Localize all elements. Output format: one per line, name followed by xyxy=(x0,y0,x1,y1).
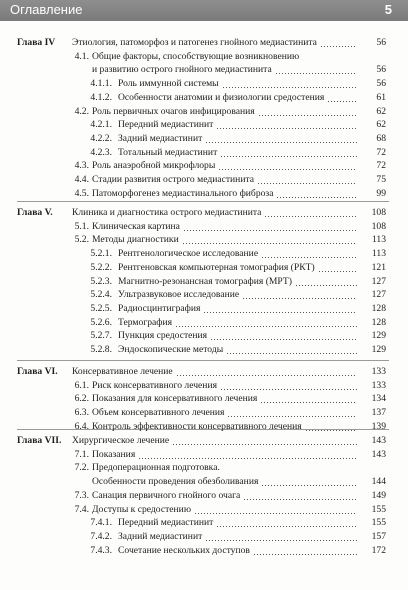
toc-entry[interactable] xyxy=(0,434,408,448)
toc-entry[interactable] xyxy=(0,530,408,544)
toc-entry[interactable] xyxy=(0,302,408,316)
entry-title: Роль первичных очагов инфицирования xyxy=(92,105,255,117)
header-page-number: 5 xyxy=(384,2,392,17)
leader-dots xyxy=(305,420,357,434)
entry-title: Задний медиастинит xyxy=(118,530,203,542)
page-number: 157 xyxy=(371,530,386,542)
chapter-label: Глава VI. xyxy=(17,366,58,377)
page-number: 133 xyxy=(371,366,386,377)
entry-number: 6.4. xyxy=(74,420,89,432)
entry-title: Общие факторы, способствующие возникновению xyxy=(92,50,300,62)
toc-entry[interactable] xyxy=(0,365,408,379)
leader-dots xyxy=(222,77,357,91)
toc-entry[interactable] xyxy=(0,118,408,132)
entry-title: Доступы к средостению xyxy=(92,503,191,515)
page-number: 172 xyxy=(371,544,386,556)
leader-dots xyxy=(210,329,357,343)
toc-entry[interactable] xyxy=(0,261,408,275)
leader-dots xyxy=(327,91,357,105)
leader-dots xyxy=(216,118,357,132)
page-number: 155 xyxy=(371,503,386,515)
entry-number: 4.2.2. xyxy=(90,132,112,144)
entry-title: Патоморфогенез медиастинального фиброза xyxy=(92,187,274,199)
entry-title: Клиника и диагностика острого медиастинита xyxy=(72,207,262,218)
entry-number: 7.1. xyxy=(74,448,89,460)
entry-title: Контроль эффективности консервативного лечения xyxy=(92,420,302,432)
toc-entry[interactable] xyxy=(0,233,408,247)
entry-title: Показания для консервативного лечения xyxy=(92,393,258,405)
page-number: 56 xyxy=(376,78,386,90)
chapter-divider xyxy=(17,360,389,361)
leader-dots xyxy=(318,261,357,275)
entry-number: 4.2.3. xyxy=(90,146,112,158)
page-number: 128 xyxy=(371,316,386,328)
leader-dots xyxy=(220,146,357,160)
toc-entry[interactable] xyxy=(0,406,408,420)
page-number: 99 xyxy=(376,187,386,199)
toc-entry[interactable] xyxy=(0,420,408,434)
toc-entry[interactable] xyxy=(0,544,408,558)
leader-dots xyxy=(253,544,357,558)
leader-dots xyxy=(175,316,357,330)
entry-title: Объем консервативного лечения xyxy=(92,407,225,419)
page-number: 121 xyxy=(371,261,386,273)
leader-dots xyxy=(242,288,357,302)
chapter-label: Глава VII. xyxy=(17,435,62,446)
toc-entry[interactable] xyxy=(0,173,408,187)
chapter-label: Глава IV xyxy=(17,37,56,48)
leader-dots xyxy=(275,63,357,77)
page-number: 129 xyxy=(371,330,386,342)
entry-number: 5.2.2. xyxy=(90,261,112,273)
page-number: 127 xyxy=(371,289,386,301)
leader-dots xyxy=(194,503,357,517)
toc-entry[interactable] xyxy=(0,220,408,234)
entry-number: 7.4.1. xyxy=(90,517,112,529)
leader-dots xyxy=(261,475,357,489)
entry-title: Термография xyxy=(118,316,173,328)
entry-title: Сочетание нескольких доступов xyxy=(118,544,250,556)
entry-number: 4.1.1. xyxy=(90,78,112,90)
entry-number: 5.2.7. xyxy=(90,330,112,342)
page-number: 108 xyxy=(371,220,386,232)
toc-entry[interactable] xyxy=(0,516,408,530)
entry-title: Клиническая картина xyxy=(92,220,180,232)
leader-dots xyxy=(227,406,357,420)
page-number: 144 xyxy=(371,476,386,488)
page-number: 155 xyxy=(371,517,386,529)
entry-title: Показания xyxy=(92,448,136,460)
entry-title: и развитию острого гнойного медиастинита xyxy=(92,64,272,76)
leader-dots xyxy=(205,530,357,544)
running-header xyxy=(0,0,408,21)
entry-title: Санация первичного гнойного очага xyxy=(92,489,241,501)
page-number: 129 xyxy=(371,344,386,355)
entry-number: 4.3. xyxy=(74,160,89,172)
entry-title: Особенности проведения обезболивания xyxy=(92,476,259,488)
page-number: 113 xyxy=(371,234,386,246)
leader-dots xyxy=(295,275,357,289)
toc-entry[interactable] xyxy=(0,63,408,77)
leader-dots xyxy=(183,220,357,234)
page-number: 113 xyxy=(371,248,386,260)
leader-dots xyxy=(264,206,357,220)
page-number: 127 xyxy=(371,275,386,287)
entry-title: Передний медиастинит xyxy=(118,517,214,529)
leader-dots xyxy=(182,233,357,247)
toc-entry[interactable] xyxy=(0,159,408,173)
entry-number: 6.2. xyxy=(74,393,89,405)
page-number: 128 xyxy=(371,302,386,314)
leader-dots xyxy=(203,302,357,316)
entry-title: Рентгеновская компьютерная томография (РКТ) xyxy=(118,261,315,273)
toc-entry[interactable] xyxy=(0,329,408,343)
leader-dots xyxy=(243,489,357,503)
toc-entry[interactable] xyxy=(0,288,408,302)
toc-entry[interactable] xyxy=(0,91,408,105)
leader-dots xyxy=(218,159,357,173)
entry-number: 4.5. xyxy=(74,187,89,199)
entry-number: 4.2. xyxy=(74,105,89,117)
page-number: 68 xyxy=(376,132,386,144)
page-number: 61 xyxy=(376,91,386,103)
page-number: 75 xyxy=(376,174,386,185)
entry-number: 4.1.2. xyxy=(90,91,112,103)
entry-number: 5.1. xyxy=(74,220,89,232)
page-number: 133 xyxy=(371,379,386,391)
entry-title: Методы диагностики xyxy=(92,234,179,246)
entry-title: Пункция средостения xyxy=(118,330,208,342)
toc-entry[interactable] xyxy=(0,316,408,330)
entry-number: 5.2.4. xyxy=(90,289,112,301)
toc-entry[interactable] xyxy=(0,132,408,146)
page-number: 134 xyxy=(371,393,386,405)
entry-number: 5.2. xyxy=(74,234,89,246)
leader-dots xyxy=(220,379,357,393)
entry-title: Магнитно-резонансная томография (МРТ) xyxy=(118,275,292,287)
toc-entry[interactable] xyxy=(0,77,408,91)
header-section-title: Оглавление xyxy=(10,2,83,17)
toc-entry[interactable] xyxy=(0,392,408,406)
chapter-divider xyxy=(17,201,389,202)
toc-entry[interactable] xyxy=(0,503,408,517)
toc-entry[interactable] xyxy=(0,187,408,201)
entry-title: Роль анаэробной микрофлоры xyxy=(92,160,216,172)
toc-entry[interactable] xyxy=(0,489,408,503)
leader-dots xyxy=(261,247,357,261)
entry-number: 7.4.2. xyxy=(90,530,112,542)
entry-title: Предоперационная подготовка. xyxy=(92,462,220,474)
toc-entry[interactable] xyxy=(0,206,408,220)
leader-dots xyxy=(216,516,357,530)
entry-number: 5.2.3. xyxy=(90,275,112,287)
toc-entry[interactable] xyxy=(0,50,408,64)
toc-entry[interactable] xyxy=(0,105,408,119)
entry-number: 7.4. xyxy=(74,503,89,515)
entry-number: 5.2.8. xyxy=(90,344,112,355)
entry-title: Стадии развития острого медиастинита xyxy=(92,174,255,185)
entry-title: Передний медиастинит xyxy=(118,119,214,131)
entry-number: 4.2.1. xyxy=(90,119,112,131)
page-number: 137 xyxy=(371,407,386,419)
entry-title: Консервативное лечение xyxy=(72,366,173,377)
entry-title: Ультразвуковое исследование xyxy=(118,289,240,301)
entry-number: 5.2.5. xyxy=(90,302,112,314)
entry-title: Роль иммунной системы xyxy=(118,78,219,90)
page-number: 143 xyxy=(371,448,386,460)
leader-dots xyxy=(205,132,357,146)
page-number: 108 xyxy=(371,207,386,218)
leader-dots xyxy=(226,343,357,357)
entry-title: Эндоскопические методы xyxy=(118,344,224,355)
toc-entry[interactable] xyxy=(0,146,408,160)
leader-dots xyxy=(172,434,357,448)
toc-entry[interactable] xyxy=(0,379,408,393)
toc-entry[interactable] xyxy=(0,475,408,489)
toc-entry[interactable] xyxy=(0,247,408,261)
page-number: 56 xyxy=(376,64,386,76)
leader-dots xyxy=(257,173,357,187)
entry-title: Этиология, патоморфоз и патогенез гнойного медиастинита xyxy=(72,37,317,48)
toc-entry[interactable] xyxy=(0,275,408,289)
leader-dots xyxy=(320,36,357,50)
entry-title: Особенности анатомии и физиологии средостения xyxy=(118,91,325,103)
page-number: 72 xyxy=(376,160,386,172)
leader-dots xyxy=(258,105,357,119)
page-number: 149 xyxy=(371,489,386,501)
entry-number: 7.4.3. xyxy=(90,544,112,556)
entry-number: 4.1. xyxy=(74,50,89,62)
page-number: 72 xyxy=(376,146,386,158)
entry-title: Тотальный медиастинит xyxy=(118,146,218,158)
entry-number: 7.2. xyxy=(74,462,89,474)
page-number: 143 xyxy=(371,435,386,446)
chapter-label: Глава V. xyxy=(17,207,53,218)
entry-title: Радиосцинтиграфия xyxy=(118,302,201,314)
toc-entry[interactable] xyxy=(0,448,408,462)
leader-dots xyxy=(138,448,357,462)
leader-dots xyxy=(176,365,357,379)
entry-number: 6.3. xyxy=(74,407,89,419)
leader-dots xyxy=(276,187,357,201)
page-number: 139 xyxy=(371,420,386,432)
page-number: 62 xyxy=(376,119,386,131)
toc-entry[interactable] xyxy=(0,36,408,50)
entry-number: 4.4. xyxy=(74,174,89,185)
page-number: 62 xyxy=(376,105,386,117)
page-number: 56 xyxy=(376,37,386,48)
toc-entry[interactable] xyxy=(0,343,408,357)
leader-dots xyxy=(260,392,357,406)
toc-entry[interactable] xyxy=(0,461,408,475)
entry-title: Хирургическое лечение xyxy=(72,435,170,446)
entry-title: Рентгенологическое исследование xyxy=(118,248,259,260)
entry-number: 5.2.1. xyxy=(90,248,112,260)
entry-number: 7.3. xyxy=(74,489,89,501)
entry-number: 5.2.6. xyxy=(90,316,112,328)
entry-title: Задний медиастинит xyxy=(118,132,203,144)
entry-number: 6.1. xyxy=(74,379,89,391)
entry-title: Риск консервативного лечения xyxy=(92,379,217,391)
